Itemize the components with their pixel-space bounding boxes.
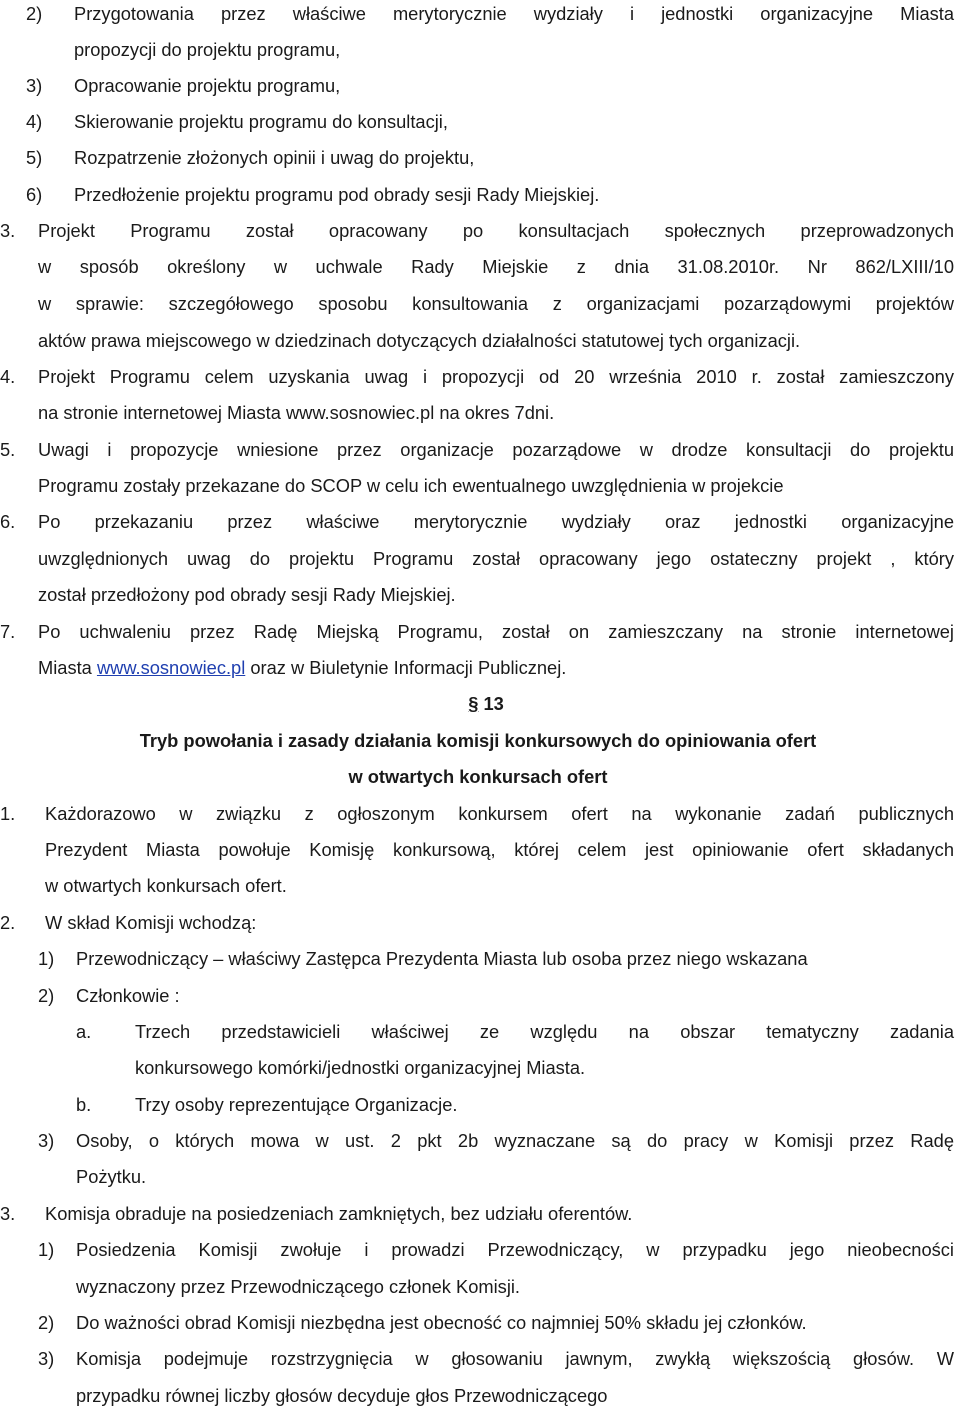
sub-item-text: Posiedzenia Komisji zwołuje i prowadzi Przewodniczący, w przypadku jego nieobecności xyxy=(76,1239,954,1260)
list-item-text: Przedłożenie projektu programu pod obrady sesji Rady Miejskiej. xyxy=(74,184,600,205)
point-line xyxy=(0,292,956,316)
point-text: Prezydent Miasta powołuje Komisję konkursową, której celem jest opiniowanie ofert składanych xyxy=(45,839,954,860)
point-text: w sposób określony w uchwale Rady Miejskie z dnia 31.08.2010r. Nr 862/LXIII/10 xyxy=(38,256,954,277)
point-number: 6. xyxy=(0,511,16,532)
point-text: na stronie internetowej Miasta www.sosnowiec.pl na okres 7dni. xyxy=(38,402,555,423)
sub-sub-item-text: Trzech przedstawicieli właściwej ze względu na obszar tematyczny zadania xyxy=(135,1021,954,1042)
point-line xyxy=(0,438,956,462)
sub-sub-item-a xyxy=(0,1020,956,1044)
point-text: W skład Komisji wchodzą: xyxy=(45,912,257,933)
sub-item-text: Członkowie : xyxy=(76,985,180,1006)
point-text xyxy=(38,656,566,680)
point-line xyxy=(0,838,956,862)
point-line xyxy=(0,365,956,389)
sub-item-number: 3) xyxy=(38,1130,55,1151)
sub-sub-item-letter: b. xyxy=(76,1094,92,1115)
sub-sub-item-letter: a. xyxy=(76,1021,92,1042)
point-number: 7. xyxy=(0,621,16,642)
point-text: Komisja obraduje na posiedzeniach zamkniętych, bez udziału oferentów. xyxy=(45,1203,633,1224)
point-number: 5. xyxy=(0,439,16,460)
point-number: 1. xyxy=(0,803,16,824)
sub-item-3 xyxy=(0,1129,956,1153)
sosnowiec-link[interactable]: www.sosnowiec.pl xyxy=(96,657,246,678)
point-line xyxy=(0,620,956,644)
sub-item-1 xyxy=(0,1238,956,1262)
point-text: aktów prawa miejscowego w dziedzinach dotyczących działalności statutowej tych organizacji. xyxy=(38,330,801,351)
point-line xyxy=(0,547,956,571)
sub-item-text: Komisja podejmuje rozstrzygnięcia w głosowaniu jawnym, zwykłą większością głosów. W xyxy=(76,1348,954,1369)
list-item-text: Skierowanie projektu programu do konsultacji, xyxy=(74,111,448,132)
sub-item-number: 1) xyxy=(38,1239,55,1260)
point-number: 3. xyxy=(0,1203,16,1224)
point-line xyxy=(0,219,956,243)
point-text: Projekt Programu został opracowany po konsultacjach społecznych przeprowadzonych xyxy=(38,220,954,241)
point-line xyxy=(0,802,956,826)
sub-sub-item-text: Trzy osoby reprezentujące Organizacje. xyxy=(135,1094,458,1115)
point-text: Programu zostały przekazane do SCOP w celu ich ewentualnego uwzględnienia w projekcie xyxy=(38,475,784,496)
sub-item-3 xyxy=(0,1347,956,1371)
point-line xyxy=(0,255,956,279)
sub-item-number: 2) xyxy=(38,985,55,1006)
point-number: 3. xyxy=(0,220,16,241)
list-item-text: propozycji do projektu programu, xyxy=(74,39,341,60)
sub-item-number: 3) xyxy=(38,1348,55,1369)
list-item-number: 4) xyxy=(26,111,43,132)
sub-item-text: Przewodniczący – właściwy Zastępca Prezydenta Miasta lub osoba przez niego wskazana xyxy=(76,948,808,969)
sub-item-number: 2) xyxy=(38,1312,55,1333)
sub-item-text: wyznaczony przez Przewodniczącego członek Komisji. xyxy=(76,1276,521,1297)
sub-item-text: Do ważności obrad Komisji niezbędna jest obecność co najmniej 50% składu jej członków. xyxy=(76,1312,807,1333)
point-text: Po przekazaniu przez właściwe merytorycznie wydziały oraz jednostki organizacyjne xyxy=(38,511,954,532)
section-title-line-1: Tryb powołania i zasady działania komisji konkursowych do opiniowania ofert xyxy=(139,730,817,751)
list-item-number: 6) xyxy=(26,184,43,205)
point-text-segment: oraz w Biuletynie Informacji Publicznej. xyxy=(245,657,567,678)
list-item-number: 2) xyxy=(26,3,43,24)
point-text: Projekt Programu celem uzyskania uwag i propozycji od 20 września 2010 r. został zamieszczony xyxy=(38,366,954,387)
list-item-text: Rozpatrzenie złożonych opinii i uwag do projektu, xyxy=(74,147,475,168)
point-text: w otwartych konkursach ofert. xyxy=(45,875,287,896)
sub-sub-item-text: konkursowego komórki/jednostki organizacyjnej Miasta. xyxy=(135,1057,586,1078)
point-number: 2. xyxy=(0,912,16,933)
section-title-line-2: w otwartych konkursach ofert xyxy=(348,766,608,787)
point-text: Każdorazowo w związku z ogłoszonym konkursem ofert na wykonanie zadań publicznych xyxy=(45,803,954,824)
sub-item-text: Pożytku. xyxy=(76,1166,147,1187)
point-text-segment: Miasta xyxy=(38,657,97,678)
point-number: 4. xyxy=(0,366,16,387)
list-item-number: 3) xyxy=(26,75,43,96)
section-number-value: 13 xyxy=(483,693,504,714)
sub-item-number: 1) xyxy=(38,948,55,969)
point-line xyxy=(0,510,956,534)
list-item-number: 5) xyxy=(26,147,43,168)
section-heading xyxy=(0,692,960,716)
point-text: został przedłożony pod obrady sesji Rady Miejskiej. xyxy=(38,584,456,605)
point-text: w sprawie: szczegółowego sposobu konsultowania z organizacjami pozarządowymi projektów xyxy=(38,293,954,314)
list-item-line xyxy=(0,2,956,26)
section-number xyxy=(468,693,504,714)
sub-item-text: Osoby, o których mowa w ust. 2 pkt 2b wyznaczane są do pracy w Komisji przez Radę xyxy=(76,1130,954,1151)
section-symbol: § xyxy=(468,693,479,714)
list-item-text: Przygotowania przez właściwe merytorycznie wydziały i jednostki organizacyjne Miasta xyxy=(74,3,954,24)
sub-item-text: przypadku równej liczby głosów decyduje głos Przewodniczącego xyxy=(76,1385,608,1406)
list-item-text: Opracowanie projektu programu, xyxy=(74,75,341,96)
point-text: uwzględnionych uwag do projektu Programu został opracowany jego ostateczny projekt , który xyxy=(38,548,954,569)
point-text: Po uchwaleniu przez Radę Miejską Programu, został on zamieszczany na stronie internetowej xyxy=(38,621,954,642)
point-text: Uwagi i propozycje wniesione przez organizacje pozarządowe w drodze konsultacji do projektu xyxy=(38,439,954,460)
